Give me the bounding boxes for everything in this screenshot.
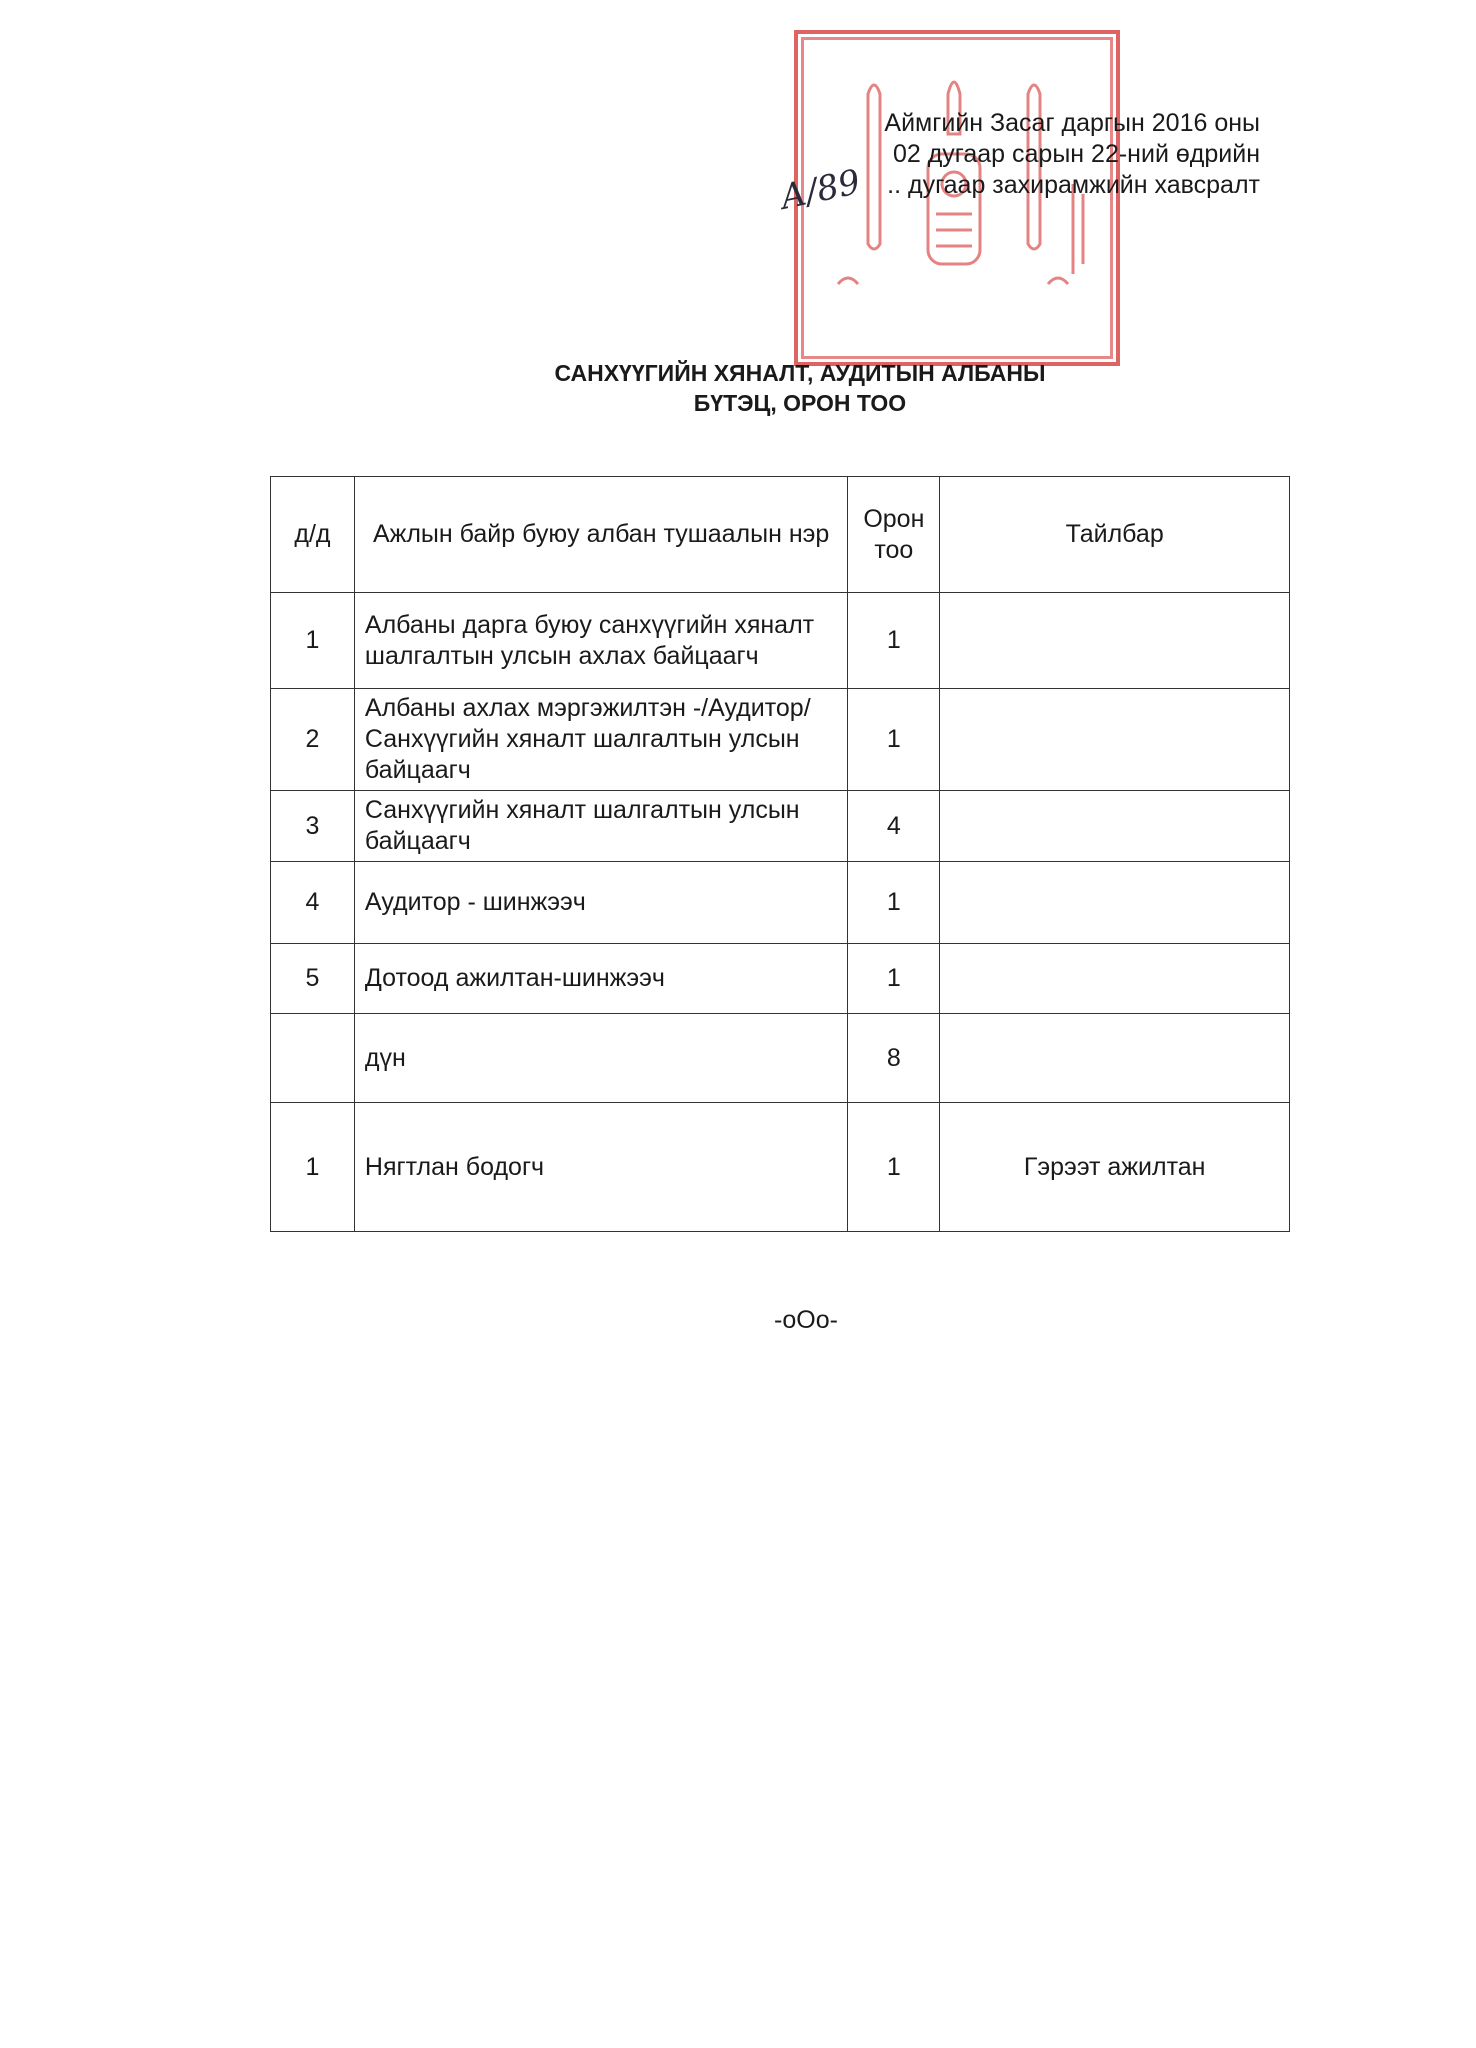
row-index: 4 [271,862,355,944]
row-count: 1 [848,944,940,1014]
table-total-row [271,1014,1290,1103]
table-row [271,593,1290,689]
row-count: 4 [848,791,940,862]
row-index: 2 [271,689,355,791]
header-note: Тайлбар [940,477,1290,593]
header-position: Ажлын байр буюу албан тушаалын нэр [354,477,847,593]
row-position: дүн [354,1014,847,1103]
title-line-2: БҮТЭЦ, ОРОН ТОО [693,390,907,416]
row-position: Нягтлан бодогч [354,1103,847,1232]
header-index: д/д [271,477,355,593]
row-note: Гэрээт ажилтан [940,1103,1290,1232]
document-title [300,358,1300,418]
row-note [940,862,1290,944]
table-row [271,862,1290,944]
table-row [271,791,1290,862]
header-count: Орон тоо [848,477,940,593]
note-line-3: .. дугаар захирамжийн хавсралт [887,171,1260,199]
table-row [271,944,1290,1014]
note-line-1: Аймгийн Засаг даргын 2016 оны [884,109,1260,137]
row-index: 1 [271,593,355,689]
row-position: Санхүүгийн хяналт шалгалтын улсын байцаагч [354,791,847,862]
row-index: 3 [271,791,355,862]
row-position: Албаны дарга буюу санхүүгийн хяналт шалгалтын улсын ахлах байцаагч [354,593,847,689]
row-index: 1 [271,1103,355,1232]
note-line-2: 02 дугаар сарын 22-ний өдрийн [892,140,1260,168]
row-note [940,689,1290,791]
table-row [271,689,1290,791]
title-line-1: САНХҮҮГИЙН ХЯНАЛТ, АУДИТЫН АЛБАНЫ [554,360,1046,386]
row-note [940,944,1290,1014]
row-note [940,593,1290,689]
row-position: Албаны ахлах мэргэжилтэн -/Аудитор/ Санхүүгийн хяналт шалгалтын улсын байцаагч [354,689,847,791]
row-position: Аудитор - шинжээч [354,862,847,944]
row-count: 1 [848,593,940,689]
handwritten-decree-number: А/89 [776,162,864,218]
staffing-table [270,476,1290,1232]
row-count: 1 [848,862,940,944]
row-note [940,1014,1290,1103]
table-row [271,1103,1290,1232]
row-index [271,1014,355,1103]
row-note [940,791,1290,862]
row-count: 1 [848,689,940,791]
document-end-mark: -oOo- [774,1306,838,1334]
row-index: 5 [271,944,355,1014]
row-count: 1 [848,1103,940,1232]
row-position: Дотоод ажилтан-шинжээч [354,944,847,1014]
row-count: 8 [848,1014,940,1103]
table-header-row [271,477,1290,593]
